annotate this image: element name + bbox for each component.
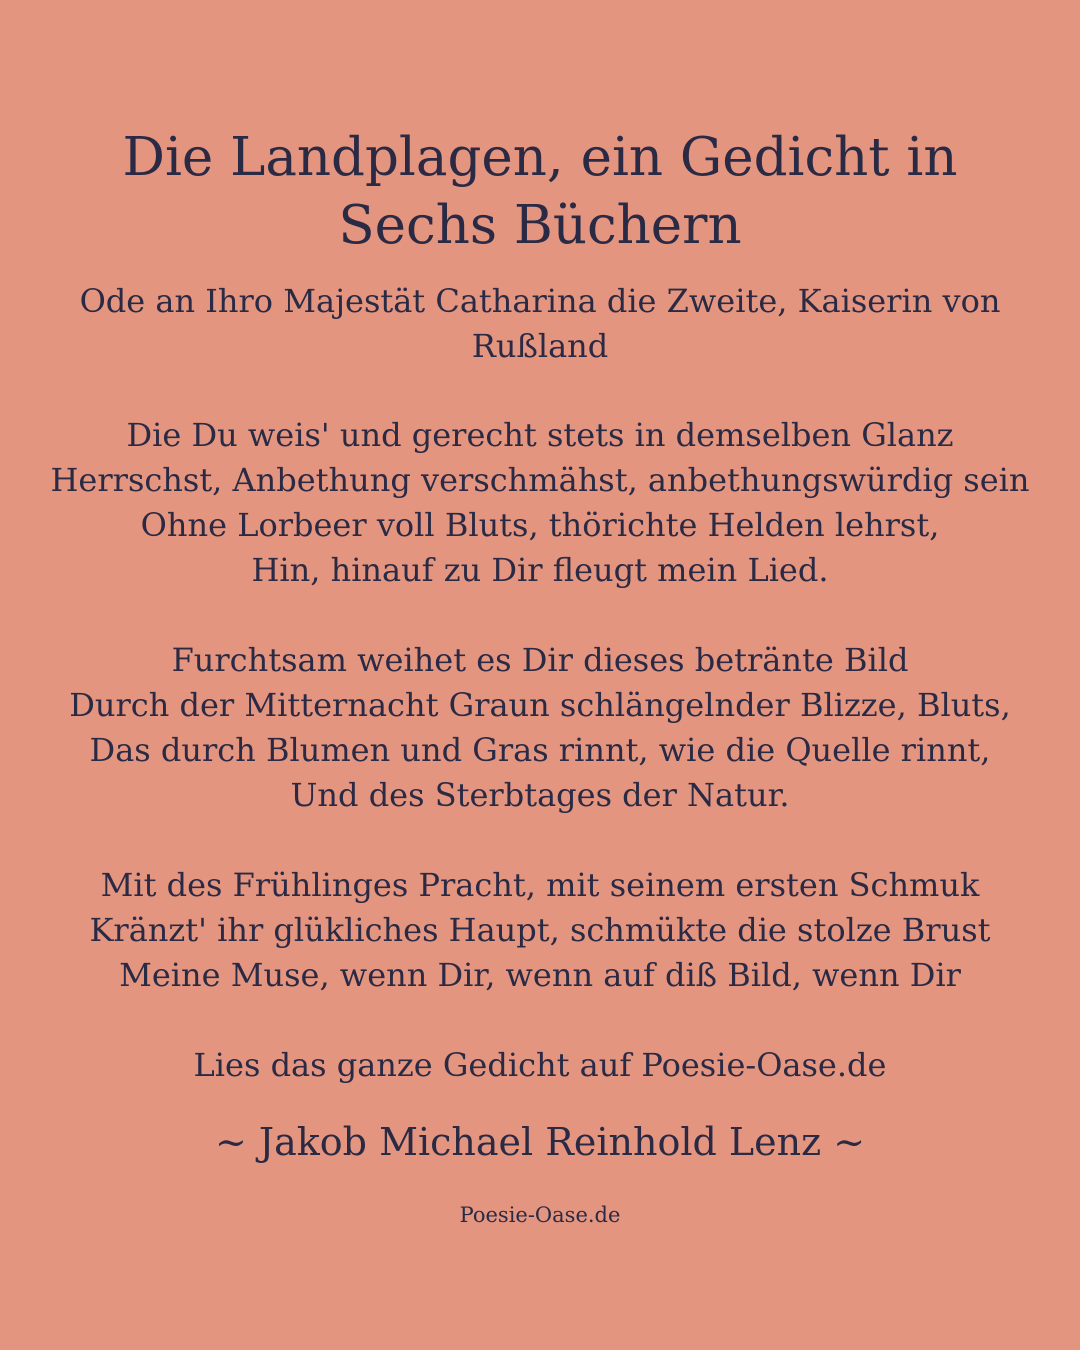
verse-line: Hin, hinauf zu Dir fleugt mein Lied. (251, 551, 829, 589)
verse-line: Meine Muse, wenn Dir, wenn auf diß Bild, wenn Dir (119, 956, 961, 994)
verse-line: Furchtsam weihet es Dir dieses betränte Bild (171, 641, 909, 679)
author-name: ~ Jakob Michael Reinhold Lenz ~ (214, 1120, 866, 1164)
verse-line: Kränzt' ihr glükliches Haupt, schmükte die stolze Brust (89, 911, 991, 949)
stanza-1 (20, 413, 1060, 593)
stanza-2 (20, 638, 1060, 818)
poem-subtitle: Ode an Ihro Majestät Catharina die Zweite, Kaiserin von Rußland (79, 282, 1001, 365)
verse-line: Ohne Lorbeer voll Bluts, thörichte Helden lehrst, (140, 506, 940, 544)
verse-line: Und des Sterbtages der Natur. (290, 776, 790, 814)
verse-line: Herrschst, Anbethung verschmähst, anbethungswürdig sein (50, 461, 1030, 499)
read-more-text: Lies das ganze Gedicht auf Poesie-Oase.de (193, 1046, 887, 1084)
verse-line: Mit des Frühlinges Pracht, mit seinem ersten Schmuk (100, 866, 980, 904)
verse-line: Durch der Mitternacht Graun schlängelnder Blizze, Bluts, (69, 686, 1011, 724)
poem-title: Die Landplagen, ein Gedicht in Sechs Büchern (122, 127, 958, 256)
site-watermark: Poesie-Oase.de (459, 1203, 621, 1227)
stanza-3 (20, 863, 1060, 998)
verse-line: Das durch Blumen und Gras rinnt, wie die Quelle rinnt, (89, 731, 991, 769)
verse-line: Die Du weis' und gerecht stets in demselben Glanz (126, 416, 954, 454)
